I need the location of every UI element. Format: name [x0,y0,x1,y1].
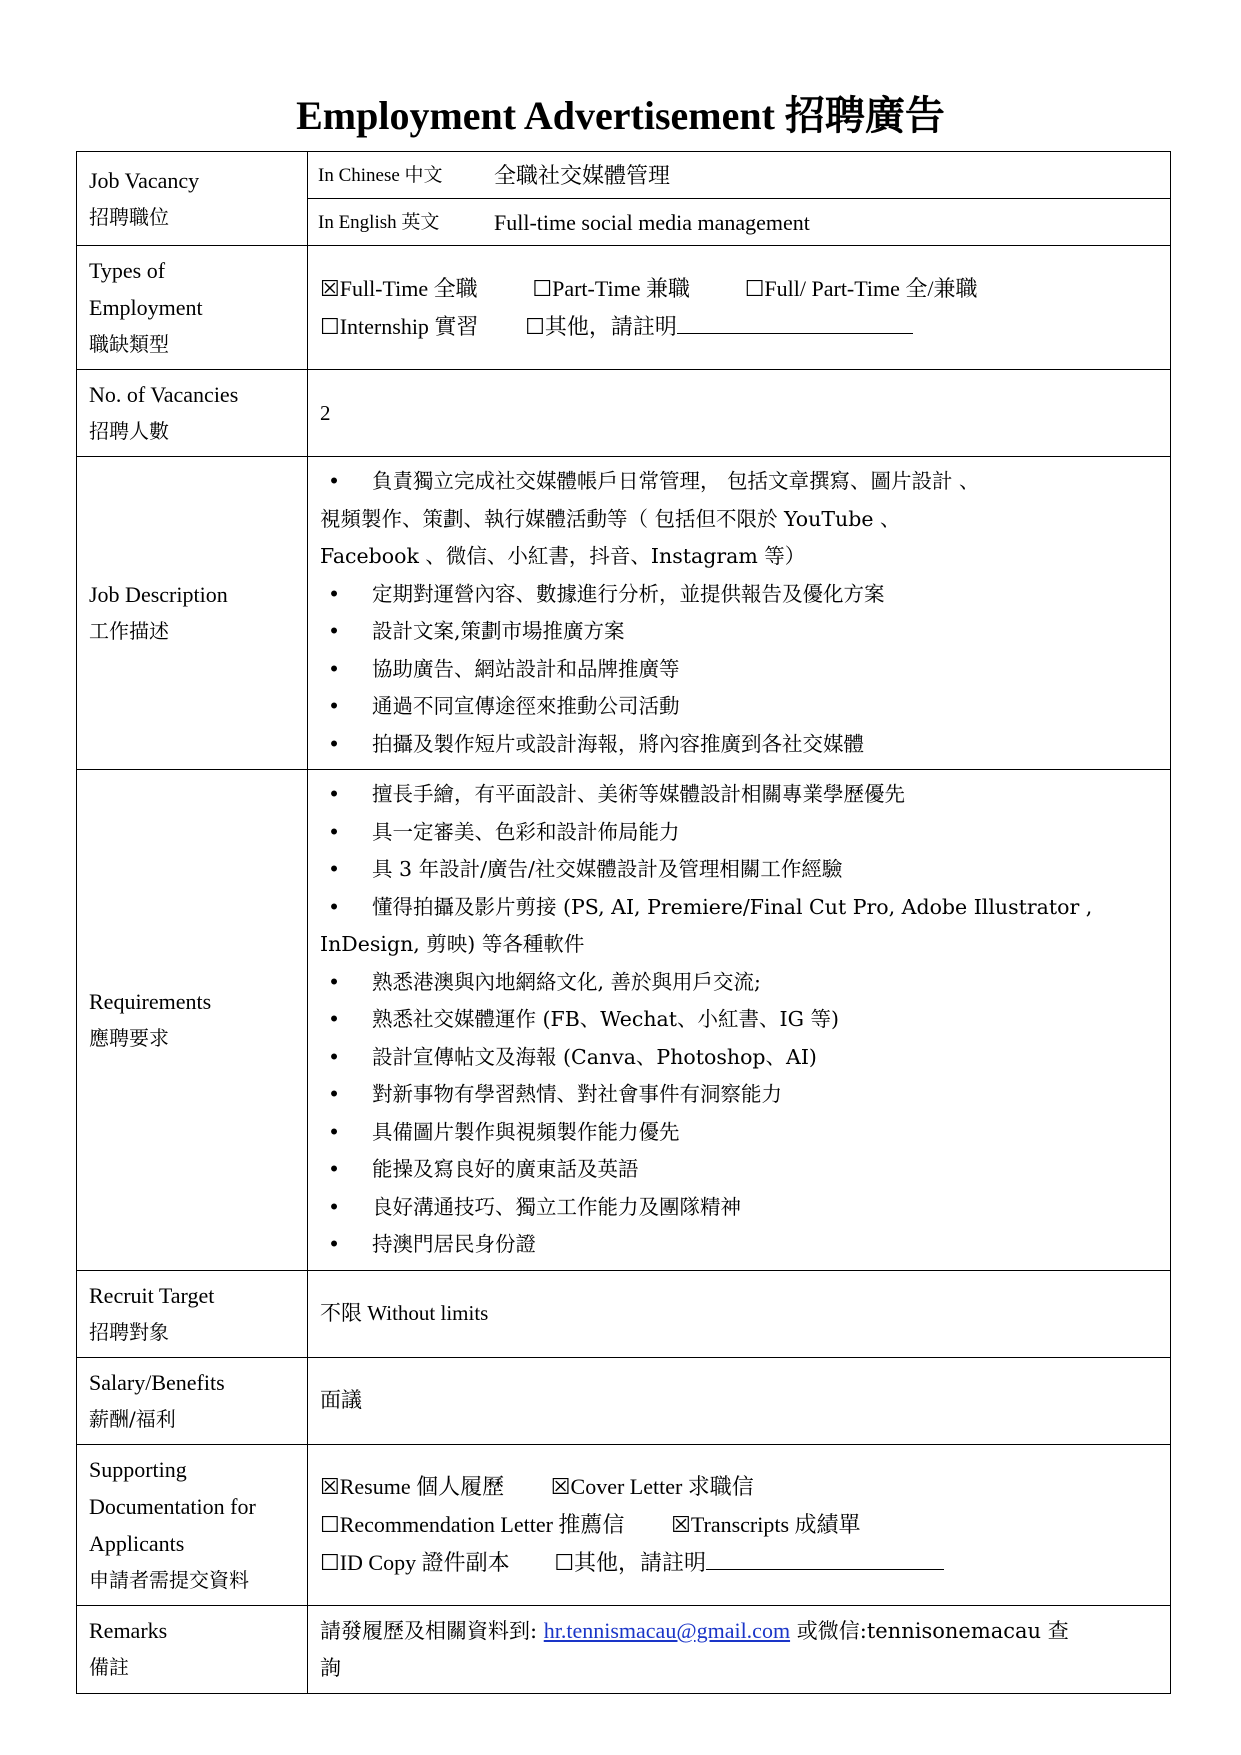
label-zh: 招聘職位 [89,204,169,229]
list-item: • 拍攝及製作短片或設計海報，將內容推廣到各社交媒體 [320,726,1160,764]
checkbox-full-part-time[interactable]: ☐Full/ Part-Time 全/兼職 [744,275,978,301]
list-item: • 具一定審美、色彩和設計佈局能力 [320,814,1160,852]
list-item: • 能操及寫良好的廣東話及英語 [320,1151,1160,1189]
label-en: Requirements [89,988,212,1014]
page-title: Employment Advertisement 招聘廣告 [296,93,945,138]
other-docs-blank-line [706,1549,944,1570]
list-item: • 擅長手繪，有平面設計、美術等媒體設計相關專業學歷優先 [320,776,1160,814]
label-en: Remarks [89,1618,168,1643]
job-ad-table [76,151,1171,1694]
list-item: • 持澳門居民身份證 [320,1226,1160,1264]
label-en: Supporting [89,1456,187,1482]
label-en: Job Description [89,582,228,607]
list-item: • 負責獨立完成社交媒體帳戶日常管理， 包括文章撰寫、圖片設計 、 [320,463,1160,501]
in-english-label: In English 英文 [318,211,440,233]
label-zh: 招聘人數 [89,419,169,443]
label-zh: 招聘對象 [89,1319,169,1344]
checkbox-internship[interactable]: ☐Internship 實習 [320,313,479,339]
label-requirements [77,770,308,1271]
row-job-description [77,457,1171,770]
checkbox-resume[interactable]: ☒Resume 個人履歷 [320,1473,505,1499]
row-salary [77,1357,1171,1444]
in-chinese-label: In Chinese 中文 [318,164,443,186]
list-item: • 熟悉港澳與內地網絡文化, 善於與用戶交流; [320,964,1160,1002]
list-item: • 定期對運營內容、數據進行分析，並提供報告及優化方案 [320,576,1160,614]
label-en: No. of Vacancies [89,382,239,407]
label-en: Job Vacancy [89,167,200,193]
label-zh: 工作描述 [89,619,169,643]
checkbox-other[interactable]: ☐其他，請註明 [525,313,677,339]
list-item: • 對新事物有學習熱情、對社會事件有洞察能力 [320,1076,1160,1114]
list-item: • 協助廣告、網站設計和品牌推廣等 [320,651,1160,689]
vacancy-chinese-row [308,152,1170,199]
vacancy-english-value: Full-time social media management [494,209,810,235]
label-vacancies [77,370,308,457]
row-documents [77,1444,1171,1605]
row-job-vacancy [77,152,1171,246]
label-en: Salary/Benefits [89,1369,225,1395]
checkbox-cover-letter[interactable]: ☒Cover Letter 求職信 [550,1473,754,1499]
vacancy-values [308,152,1171,246]
label-remarks [77,1605,308,1693]
label-job-description [77,457,308,770]
label-en: Documentation for [89,1493,256,1519]
label-documents [77,1444,308,1605]
row-requirements [77,770,1171,1271]
label-zh: 備註 [89,1655,129,1679]
label-en: Employment [89,295,203,320]
label-zh: 應聘要求 [89,1025,169,1050]
row-recruit-target [77,1270,1171,1357]
vacancy-english-row [308,199,1170,245]
label-en: Applicants [89,1530,185,1556]
documents-options [308,1444,1171,1605]
checkbox-recommendation[interactable]: ☐Recommendation Letter 推薦信 [320,1511,625,1537]
requirements-list [308,770,1171,1271]
email-link[interactable]: hr.tennismacau@gmail.com [543,1617,791,1643]
row-vacancies [77,370,1171,457]
list-item: • 設計宣傳帖文及海報 (Canva、Photoshop、AI) [320,1039,1160,1077]
list-item: • 通過不同宣傳途徑來推動公司活動 [320,688,1160,726]
checkbox-full-time[interactable]: ☒Full-Time 全職 [320,275,478,301]
list-item-continuation: Facebook 、微信、小紅書，抖音、Instagram 等） [320,544,806,568]
recruit-target-value: 不限 Without limits [308,1270,1171,1357]
checkbox-transcripts[interactable]: ☒Transcripts 成績單 [671,1511,861,1537]
checkbox-id-copy[interactable]: ☐ID Copy 證件副本 [320,1549,510,1575]
list-item: • 良好溝通技巧、獨立工作能力及團隊精神 [320,1189,1160,1227]
other-blank-line [677,313,913,334]
label-recruit-target [77,1270,308,1357]
salary-value: 面議 [308,1357,1171,1444]
remarks-value [308,1605,1171,1693]
label-en: Recruit Target [89,1282,215,1308]
list-item: • 熟悉社交媒體運作 (FB、Wechat、小紅書、IG 等) [320,1001,1160,1039]
list-item: • 具備圖片製作與視頻製作能力優先 [320,1114,1160,1152]
list-item: • 設計文案,策劃市場推廣方案 [320,613,1160,651]
vacancies-value: 2 [308,370,1171,457]
label-en: Types of [89,258,166,283]
list-item-continuation: InDesign, 剪映) 等各種軟件 [320,932,585,956]
label-salary [77,1357,308,1444]
row-remarks [77,1605,1171,1693]
row-employment-types [77,246,1171,370]
remarks-suffix: 或微信:tennisonemacau 查 [790,1618,1069,1643]
label-zh: 職缺類型 [89,332,169,356]
label-job-vacancy [77,152,308,246]
list-item: • 懂得拍攝及影片剪接 (PS, AI, Premiere/Final Cut Pro, Adobe Illustrator , [320,889,1160,927]
checkbox-other-docs[interactable]: ☐其他，請註明 [554,1549,707,1575]
label-zh: 申請者需提交資料 [89,1567,249,1592]
list-item: • 具 3 年設計/廣告/社交媒體設計及管理相關工作經驗 [320,851,1160,889]
label-zh: 薪酬/福利 [89,1406,176,1431]
employment-types-options [308,246,1171,370]
remarks-line2: 詢 [320,1655,341,1680]
label-employment-types [77,246,308,370]
list-item-continuation: 視頻製作、策劃、執行媒體活動等（ 包括但不限於 YouTube 、 [320,506,901,531]
job-description-list [308,457,1171,770]
remarks-prefix: 請發履歷及相關資料到: [320,1618,544,1643]
checkbox-part-time[interactable]: ☐Part-Time 兼職 [532,275,691,301]
vacancy-chinese-value: 全職社交媒體管理 [494,162,671,188]
